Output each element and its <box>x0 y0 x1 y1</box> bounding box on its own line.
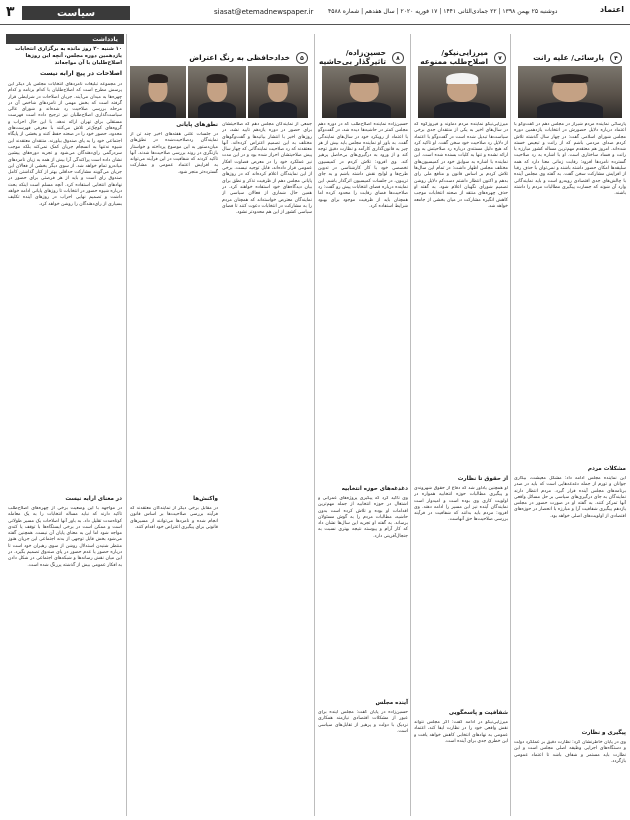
portrait-suit <box>537 102 604 118</box>
article-title: میرزایی‌نیکو/ اصلاح‌طلب ممنوعه <box>420 48 488 66</box>
column-divider <box>314 34 315 816</box>
editorial-banner-label: یادداشت <box>92 35 118 43</box>
article-photo <box>188 66 246 118</box>
article-body-3: حسین‌زاده در پایان گفت: مجلس آینده برای عبور از مشکلات اقتصادی نیازمند همکاری نزدیک با دولت و پرهیز از تقابل‌های سیاسی است. <box>318 710 408 734</box>
article-subhead-2: واکنش‌ها <box>193 496 218 502</box>
article-photo <box>248 66 308 118</box>
article-subhead-2: شفافیت و پاسخگویی <box>448 710 508 716</box>
article-subhead: مشکلات مردم <box>587 466 626 472</box>
article-number: ۸ <box>392 52 404 64</box>
section-email: siasat@etemadnewspaper.ir <box>214 8 314 16</box>
portrait-suit <box>434 102 490 118</box>
article-body-2: وی تاکید کرد که پیگیری پروژه‌های عمرانی و اشتغال در حوزه انتخابیه از جمله مهم‌ترین اقدامات او بوده و تلاش کرده است بدون حاشیه، مطالبات مردم را به گوش مسئولان برساند. به گفته او تجربه این سال‌ها نشان داد که کار آرام و پیوسته نتیجه بهتری نسبت به جنجال‌آفرینی دارد. <box>318 496 408 539</box>
article-body: میرزایی‌نیکو نماینده مردم دماوند و فیروزکوه که در سال‌های اخیر به یکی از منتقدان جدی برخی سیاست‌ها تبدیل شده است در گفت‌وگو با اعتماد از دلایل رد صلاحیت خود سخن گفت. او تاکید کرد که هیچ دلیل مستندی درباره رد صلاحیتش به وی ارائه نشده و تنها به کلیات بسنده شده است. این نماینده با اشاره به سوابق خود در کمیسیون‌های مختلف مجلس اظهار داشت: در تمام این سال‌ها تلاش کردم بر اساس قانون و منافع ملی رای بدهم و اکنون انتظار داشتم دست‌کم دلایل روشن تصمیم شورای نگهبان اعلام شود. به گفته او حذف چهره‌های منتقد از صحنه انتخابات موجب کاهش انگیزه مشارکت در میان بخشی از جامعه خواهد شد. <box>414 122 508 209</box>
portrait-hair <box>207 74 228 82</box>
section-banner <box>22 6 130 20</box>
portrait-hair <box>267 74 289 82</box>
article-photo <box>130 66 186 118</box>
article-body-2: در جلسات علنی هفته‌های اخیر چند تن از نمایندگان ردصلاحیت‌شده در نطق‌های میان‌دستور به این موضوع پرداخته و خواستار بازنگری در روند بررسی صلاحیت‌ها شدند. آنها تاکید کردند که شفافیت در این فرآیند می‌تواند به افزایش اعتماد عمومی و مشارکت گسترده‌تر منجر شود. <box>130 132 218 175</box>
article-heading <box>514 50 626 64</box>
newspaper-logo: اعتماد <box>600 5 624 14</box>
article-heading <box>414 50 510 64</box>
section-title: سیاست <box>56 7 96 19</box>
article-number: ۴ <box>610 52 622 64</box>
article-body-2: این نماینده مجلس ادامه داد: مشکل معیشت، بیکاری جوانان و تورم از جمله دغدغه‌هایی است که باید در صدر برنامه‌های مجلس آینده قرار گیرد. مردم انتظار دارند نمایندگان به جای درگیری‌های سیاسی بر حل مسائل واقعی آنها تمرکز کنند. به گفته او در صورت حضور در مجلس یازدهم پیگیری شفافیت آرا و مبارزه با انحصار در حوزه‌های اقتصادی از اولویت‌های اصلی خواهد بود. <box>514 476 626 519</box>
article-body-3: در مقابل برخی دیگر از نمایندگان معتقدند که فرآیند بررسی صلاحیت‌ها بر اساس قانون انجام شده و نامزدها می‌توانند از مسیرهای قانونی برای پیگیری اعتراض خود اقدام کنند. <box>130 506 218 530</box>
column-divider <box>126 34 127 816</box>
portrait-suit <box>259 102 297 118</box>
article-title: پارسائی/ علیه رانت <box>533 52 604 62</box>
editorial-subhead: در معنای ارابه نیست <box>65 496 122 502</box>
article-body: پارسائی نماینده مردم شیراز در مجلس دهم در گفت‌وگو با اعتماد درباره دلایل حضورش در انتخابات یازدهمین دوره مجلس شورای اسلامی گفت: در چهار سال گذشته تلاش کردم صدای مردمی باشم که از رانت و تبعیض خسته شده‌اند. امروز هم معتقدم مهم‌ترین مساله کشور مبارزه با رانت و فساد ساختاری است. او با اشاره به رد صلاحیت گسترده نامزدها افزود: رقابت زمانی معنا دارد که همه سلیقه‌ها امکان حضور داشته باشند و نمی‌توان با حذف رقبا از افزایش مشارکت سخن گفت. به گفته وی مجلس آینده با چالش‌های جدی اقتصادی روبه‌رو است و باید نمایندگانی وارد آن شوند که جسارت پیگیری مطالبات مردم را داشته باشند. <box>514 122 626 197</box>
portrait-hair <box>148 74 168 82</box>
article-number: ۵ <box>296 52 308 64</box>
article-photo <box>518 66 622 118</box>
article-body: جمعی از نمایندگان مجلس دهم که صلاحیتشان برای حضور در دوره یازدهم تایید نشد، در روزهای اخیر با انتشار بیانیه‌ها و گفت‌وگوهای مختلف به این تصمیم اعتراض کرده‌اند. آنها معتقدند که رد صلاحیت نمایندگانی که چهار سال پیش صلاحیتشان احراز شده بود و در این مدت نیز عملکرد خود را در معرض قضاوت افکار عمومی قرار داده‌اند، قابل توجیه نیست. برخی از این نمایندگان اعلام کرده‌اند که در روزهای پایانی مجلس دهم از ظرفیت تذکر و نطق برای بیان دیدگاه‌های خود استفاده خواهند کرد. در همین حال شماری از فعالان سیاسی از نمایندگان معترض خواسته‌اند که همچنان مردم را به مشارکت در انتخابات دعوت کنند تا فضای سیاسی کشور از این هم محدودتر نشود. <box>222 122 312 216</box>
article-subhead-2: آینده مجلس <box>375 700 408 706</box>
column-divider <box>410 34 411 816</box>
article-body-3: میرزایی‌نیکو در ادامه گفت: اگر مجلس نتواند نقش واقعی خود را در نظارت ایفا کند، اعتماد عمومی به نهادهای انتخابی کاهش خواهد یافت و این خطری جدی برای آینده است. <box>414 720 508 744</box>
article-body: حسین‌زاده نماینده اصلاح‌طلب که در دوره دهم مجلس کمتر در حاشیه‌ها دیده شد، در گفت‌وگو با اعتماد از رویکرد خود در سال‌های نمایندگی گفت. به باور او نماینده مجلس باید بیش از هر چیز به قانون‌گذاری کارآمد و نظارت دقیق توجه کند و از ورود به درگیری‌های بی‌حاصل پرهیز کند. وی افزود: تلاش کردم در کمیسیون تخصصی خود با کار کارشناسی در تدوین طرح‌ها و لوایح نقش داشته باشم و به جای تریبون، در جلسات کمیسیون اثرگذار باشم. این نماینده درباره فضای انتخابات پیش رو گفت: رد صلاحیت‌ها فضای رقابت را محدود کرده اما همچنان باید از ظرفیت موجود برای بهبود شرایط استفاده کرد. <box>318 122 408 209</box>
article-title: حسین‌زاده/ تاثیرگذار بی‌حاشیه <box>319 48 386 66</box>
portrait-turban <box>446 73 478 83</box>
portrait-hair <box>551 74 588 82</box>
article-subhead-2: پیگیری و نظارت <box>581 730 626 736</box>
portrait-hair <box>349 74 379 82</box>
page-header <box>0 0 630 25</box>
article-photo <box>418 66 506 118</box>
editorial-body-2: در مواجهه با این وضعیت برخی از چهره‌های اصلاح‌طلب تاکید دارند که نباید مساله انتخابات را به یک معامله کوتاه‌مدت تقلیل داد. به باور آنها اصلاحات یک مسیر طولانی است و ممکن است در برخی ایستگاه‌ها با توقف یا کندی مواجه شود اما این به معنای پایان آن نیست. همچنین گفته می‌شود بخش قابل توجهی از بدنه اجتماعی این جریان هنوز منتظر شنیدن استدلال روشن از سوی رهبران خود است تا درباره حضور یا عدم حضور در پای صندوق تصمیم بگیرد. در این میان نقش رسانه‌ها و شبکه‌های اجتماعی در شکل دادن به افکار عمومی بیش از گذشته پررنگ شده است. <box>8 506 122 568</box>
article-heading <box>130 50 312 64</box>
editorial-banner <box>6 34 124 44</box>
portrait-suit <box>198 102 235 118</box>
portrait-suit <box>337 102 391 118</box>
portrait-suit <box>140 102 176 118</box>
article-subhead: از حقوق تا نظارت <box>457 476 508 482</box>
article-body-3: وی در پایان خاطرنشان کرد: نظارت دقیق بر عملکرد دولت و دستگاه‌های اجرایی وظیفه اصلی مجلس است و این نظارت باید مستمر و شفاف باشد تا اعتماد عمومی بازگردد. <box>514 740 626 764</box>
page-number: ۳ <box>6 4 15 20</box>
article-number: ۷ <box>494 52 506 64</box>
editorial-lead: ۱۰ شنبه ۲۰ روز مانده به برگزاری انتخابات یازدهمین دوره مجلس، آنچه این روزها اصلاح‌طلبان با آن مواجه‌اند <box>15 46 122 66</box>
article-heading <box>318 50 408 64</box>
article-title: خدادحافظی به رنگ اعتراض <box>189 52 290 62</box>
article-subhead: دغدغه‌های حوزه انتخابیه <box>341 486 408 492</box>
article-body-2: او همچنین یادآور شد که دفاع از حقوق شهروندی و پیگیری مطالبات حوزه انتخابیه همواره در اولویت کاری وی بوده است و امیدوار است نمایندگان آینده نیز این مسیر را ادامه دهند. وی افزود: مردم باید بدانند که شفافیت در فرآیند بررسی صلاحیت‌ها حق آنهاست. <box>414 486 508 523</box>
article-subhead: نطق‌های پایانی <box>176 122 218 128</box>
editorial-body: در مجموعه تبلیغات نامزدهای انتخابات مجلس بار دیگر این پرسش مطرح است که اصلاح‌طلبان با کدام برنامه و کدام چهره‌ها به میدان می‌آیند. جریان اصلاحات در شرایطی قرار گرفته است که بخش مهمی از نامزدهای شاخص آن در مرحله بررسی صلاحیت رد شده‌اند و شورای عالی سیاست‌گذاری اصلاح‌طلبان نیز ترجیح داده است فهرست مستقلی برای تهران ارائه ندهد. با این حال احزاب و گروه‌های کوچک‌تر تلاش می‌کنند با معرفی فهرست‌های محدود، حضور خود را در صحنه حفظ کنند و بخشی از پایگاه اجتماعی خود را به پای صندوق بیاورند. منتقدان معتقدند این شیوه نه‌تنها به انسجام جریان کمک نمی‌کند بلکه موجب سردرگمی رای‌دهندگان می‌شود و تجربه دوره‌های پیشین نشان داده است پراکندگی آرا بیش از همه به زیان نامزدهای میانه‌رو تمام خواهد شد. از سوی دیگر بخشی از فعالان این جریان می‌گویند مشارکت حداقلی بهتر از کنار گذاشتن کامل صندوق رای است و باید از هر فرصتی برای حضور در نهادهای انتخابی استفاده کرد. آنچه مسلم است اینکه بحث درباره شیوه حضور در انتخابات تا روزهای پایانی ادامه خواهد داشت و تصمیم نهایی احزاب در روزهای آینده تکلیف بسیاری از رای‌دهندگان را روشن خواهد کرد. <box>8 82 122 207</box>
editorial-title: اصلاحات در پیچ ارابه نیست <box>39 70 122 77</box>
article-photo <box>322 66 406 118</box>
column-divider <box>510 34 511 816</box>
dateline: دوشنبه ۲۵ بهمن ۱۳۹۸ | ۲۲ جمادی‌الثانی ۱۴۴۱ | ۱۷ فوریه ۲۰۲۰ | سال هفدهم | شماره ۴۵۸۸ <box>328 8 558 15</box>
